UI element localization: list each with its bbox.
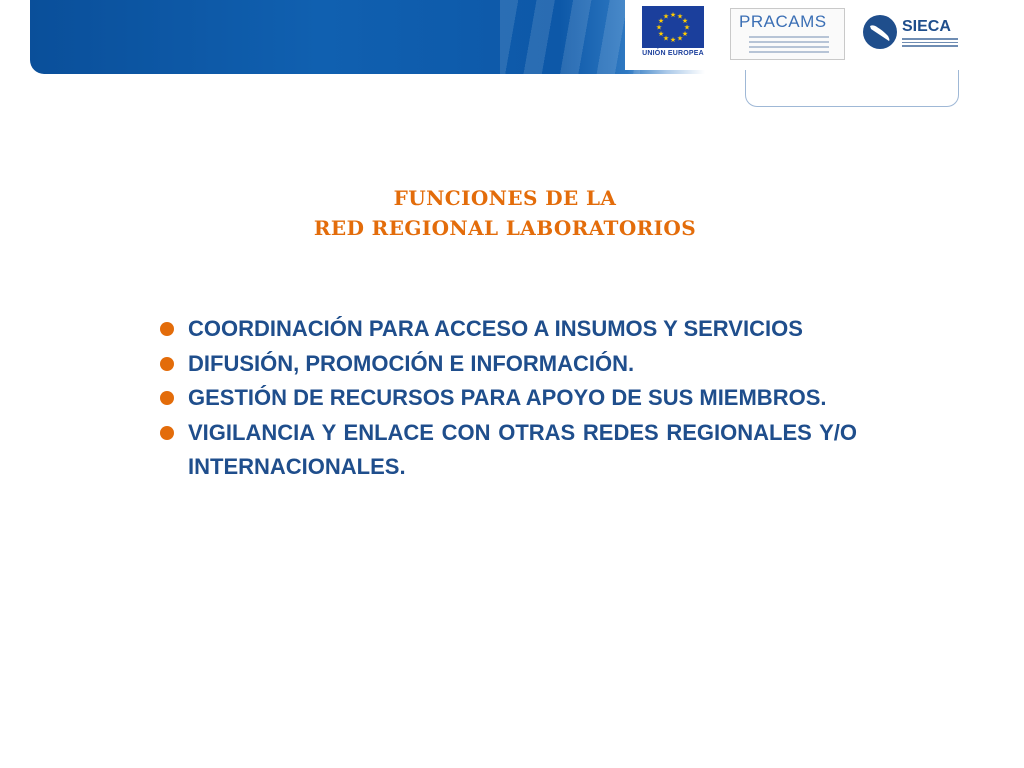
sieca-logo-fineprint [902,38,958,49]
pracams-logo [730,8,845,60]
bullet-item [160,381,857,416]
svg-text:★: ★ [657,30,665,38]
bullet-text: COORDINACIÓN PARA ACCESO A INSUMOS Y SERVICIOS [188,316,803,341]
svg-text:★: ★ [683,23,691,32]
logo-tab-outline [745,70,959,107]
bullet-text: VIGILANCIA Y ENLACE CON OTRAS REDES REGIONALES Y/O INTERNACIONALES. [188,419,857,479]
svg-text:★: ★ [681,17,689,25]
svg-text:★: ★ [657,17,665,25]
svg-text:★: ★ [655,23,663,32]
slide-title-line-2: RED REGIONAL LABORATORIOS [313,216,697,240]
sieca-logo-text: SIECA [902,18,951,35]
slide-title-line-1: FUNCIONES DE LA [393,186,617,210]
svg-text:★: ★ [676,12,684,21]
bullet-item [160,312,857,347]
svg-text:★: ★ [669,36,677,44]
bullet-text: DIFUSIÓN, PROMOCIÓN E INFORMACIÓN. [188,350,635,376]
svg-text:★: ★ [662,34,670,43]
svg-text:★: ★ [681,30,689,38]
svg-text:★: ★ [662,12,670,21]
bullet-dot-icon [160,357,174,371]
slide-title [0,183,1010,243]
pracams-logo-text: PRACAMS [739,12,827,31]
bullet-item [160,347,857,382]
eu-logo-caption: UNIÓN EUROPEA [642,50,704,57]
bullet-list [160,312,857,485]
sieca-map-icon [862,14,898,50]
bullet-dot-icon [160,391,174,405]
bullet-dot-icon [160,322,174,336]
svg-text:★: ★ [676,34,684,43]
eu-logo [642,6,704,60]
eu-flag-icon [642,6,704,48]
bullet-item [160,416,857,485]
pracams-logo-fineprint [749,36,829,56]
bullet-dot-icon [160,426,174,440]
bullet-text: GESTIÓN DE RECURSOS PARA APOYO DE SUS MIEMBROS. [188,385,827,410]
sieca-logo [862,12,962,56]
svg-text:★: ★ [669,11,677,19]
header-stripes [500,0,640,74]
